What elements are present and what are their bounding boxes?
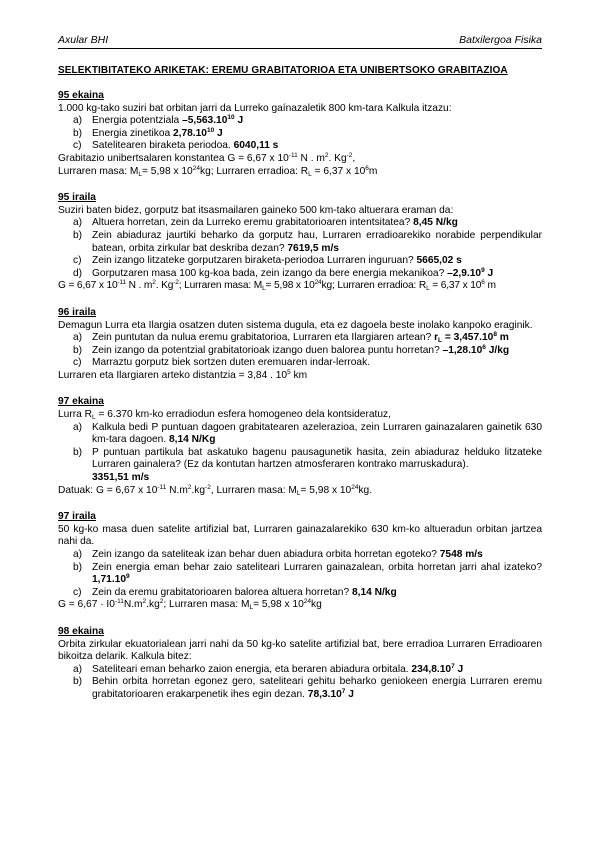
- section-intro: 1.000 kg-tako suziri bat orbitan jarri da Lurreko gaínazaletik 800 km-tara Kalkula itzazu:: [58, 102, 452, 114]
- section-96-iraila: [58, 307, 542, 383]
- header-school: Axular BHI: [58, 34, 109, 46]
- section-title: 95 ekaina: [58, 90, 104, 101]
- section-title: 98 ekaina: [58, 625, 104, 637]
- question-c: c) Marraztu gorputz biek sortzen duten eremuaren indar-lerroak.: [73, 357, 371, 369]
- section-intro: Orbita zirkular ekuatorialean jarri nahi da 50 kg-ko satelite artifizial bat, bere erradioa Lurraren Erradioaren bikoitza delarik. Kalkula bitez:: [58, 638, 542, 663]
- section-95-ekaina: [58, 90, 542, 178]
- answer: 2,78.10$^{10}$ J: [172, 126, 223, 139]
- answer: 5665,02 s: [416, 255, 462, 267]
- given-data-line: G = 6,67 x $10^{-11}$ N . $m^2$. $Kg^{-2}$; Lurraren masa: $M_L= 5,98$ x $10^{24}kg$; Lurraren erradioa: $R_L = 6,37$ x $10^6$ m: [58, 279, 496, 293]
- section-title: 95 iraila: [58, 192, 96, 204]
- answer: –1,28.10$^6$ J/kg: [442, 343, 510, 356]
- answer: $r_L = 3,457.10^8$ m: [434, 331, 509, 345]
- section-intro: Suziri baten bidez, gorputz bat itsasmailaren gaineko 500 km-tako altuerara eraman da:: [58, 204, 454, 216]
- section-95-iraila: [58, 192, 542, 293]
- given-data-line: Lurraren eta Ilargiaren arteko distantzia = 3,84 . $10^5$ km: [58, 368, 308, 381]
- question-b: [73, 126, 542, 141]
- given-data-line: Grabitazio unibertsalaren konstantea G = 6,67 x $10^{-11}$ N . $m^2$. $Kg^{-2}$,: [58, 151, 356, 164]
- section-title: 97 iraila: [58, 511, 96, 523]
- answer: 7619,5 m/s: [287, 242, 339, 254]
- question-list: [58, 115, 542, 153]
- question-a: a) Zein izango da sateliteak izan behar duen abiadura orbita horretan egoteko? 7548 m/s: [73, 549, 483, 560]
- question-a: [73, 114, 542, 128]
- question-b: b) P puntuan partikula bat askatuko bagenu pausagunetik hasita, zein abiaduraz helduko litzateke Lurraren gainalera? (Ez da kontutan hartzen atmosferaren kontrako marruskadura). 3351,51 m/s: [73, 446, 542, 484]
- answer: 8,45 N/kg: [413, 217, 458, 229]
- question-b: b) Behin orbita horretan egonez gero, sateliteari gehitu beharko geniokeen energia Lurraren eremu grabitatorioaren erakarpenetik ihes egin dezan. 78,3.10$^7$ J: [73, 676, 542, 700]
- question-label: a): [73, 115, 83, 127]
- question-b: b) Zein izango da potentzial grabitatorioak izango duen balorea puntu horretan? –1,28.10$^6$ J/kg: [73, 343, 510, 356]
- answer: 8,14 N/kg: [351, 586, 397, 598]
- question-c: [73, 140, 542, 153]
- question-b: b) Zein energia eman behar zaio sateliteari Lurraren gainazalean, orbita horretan jarri ahal izateko? 1,71.10$^9$: [73, 561, 542, 586]
- answer: 8,14 N/Kg: [169, 434, 216, 446]
- answer: 7548 m/s: [439, 549, 483, 560]
- answer: 78,3.10$^7$ J: [307, 687, 354, 700]
- given-data-line: Lurraren masa: $M_L= 5,98$ x $10^{24}kg$; Lurraren erradioa: $R_L = 6,37$ x $10^6m$: [58, 164, 378, 178]
- answer: –5,563.10$^{10}$ J: [182, 114, 244, 127]
- answer: 3351,51 m/s: [92, 472, 150, 484]
- given-data-line: Datuak: G = 6,67 x $10^{-11}$ $N.m^2.kg^{-2}$, Lurraren masa: $M_L= 5,98$ x $10^{24}kg$.: [58, 483, 373, 497]
- question-text: Energia potentziala: [92, 115, 183, 127]
- question-text: Energia zinetikoa: [92, 127, 173, 139]
- question-label: c): [73, 140, 82, 152]
- document-page: [58, 34, 542, 702]
- question-list: [58, 549, 542, 599]
- answer: –2,9.10$^9$ J: [447, 266, 494, 279]
- page-header: [58, 34, 542, 49]
- question-a: a) Altuera horretan, zein da Lurreko eremu grabitatorioaren intentsitatea? 8,45 N/kg: [73, 217, 458, 229]
- answer: 1,71.10$^9$: [92, 573, 130, 586]
- section-97-iraila: [58, 511, 542, 612]
- question-c: c) Zein da eremu grabitatorioaren balorea altuera horretan? 8,14 N/kg: [73, 586, 397, 598]
- question-b: b) Zein abiaduraz jaurtiki beharko da gorputz hau, Lurraren erradioarekiko norabide perpendikular batean, orbita zirkular bat deskriba dezan? 7619,5 m/s: [73, 229, 542, 254]
- section-intro: Demagun Lurra eta Ilargia osatzen duten sistema dugula, eta ez dagoela beste inolako kanpoko eraginik.: [58, 319, 533, 331]
- question-d: d) Gorputzaren masa 100 kg-koa bada, zein izango da bere energia mekanikoa? –2,9.10$^9$ J: [73, 266, 494, 279]
- question-text: Satelitearen biraketa periodoa.: [92, 140, 234, 152]
- question-a: a) Kalkula bedi P puntuan dagoen grabitatearen azelerazioa, zein Lurraren gainazalaren gainetik 630 km-tara dagoen. 8,14 N/Kg: [73, 421, 542, 446]
- question-list: [58, 422, 542, 485]
- given-data-line: $G = 6,67 \cdot I0^{-11}N.m^2.kg^2$; Lurraren masa: $M_L= 5,98$ x $10^{24}kg$: [58, 598, 322, 612]
- section-98-ekaina: [58, 626, 542, 702]
- answer: 234,8.10$^7$ J: [411, 662, 464, 675]
- section-intro: 50 kg-ko masa duen satelite artifizial bat, Lurraren gainazalarekiko 630 km-ko altueradun orbitan jartzea nahi da.: [58, 523, 542, 548]
- document-title: SELEKTIBITATEKO ARIKETAK: EREMU GRABITATORIOA ETA UNIBERTSOKO GRABITAZIOA: [58, 65, 508, 76]
- question-list: [58, 664, 542, 702]
- question-a: a) Sateliteari eman beharko zaion energia, eta beraren abiadura orbitala. 234,8.10$^7$ J: [73, 662, 464, 675]
- question-a: a) Zein puntutan da nulua eremu grabitatorioa, Lurraren eta Ilargiaren artean? $r_L = 3,457.10^8$ m: [73, 331, 509, 345]
- answer: 6040,11 s: [233, 140, 279, 152]
- section-title: 96 iraila: [58, 306, 96, 318]
- question-list: [58, 217, 542, 280]
- section-intro: Lurra $R_L = 6.370$ km-ko erradiodun esfera homogeneo dela kontsideratuz,: [58, 409, 391, 422]
- section-97-ekaina: [58, 396, 542, 497]
- section-title: 97 ekaina: [58, 396, 104, 408]
- question-list: [58, 332, 542, 370]
- question-c: c) Zein izango litzateke gorputzaren biraketa-periodoa Lurraren inguruan? 5665,02 s: [73, 255, 462, 267]
- question-label: b): [73, 127, 83, 139]
- header-course: Batxilergoa Fisika: [459, 34, 542, 46]
